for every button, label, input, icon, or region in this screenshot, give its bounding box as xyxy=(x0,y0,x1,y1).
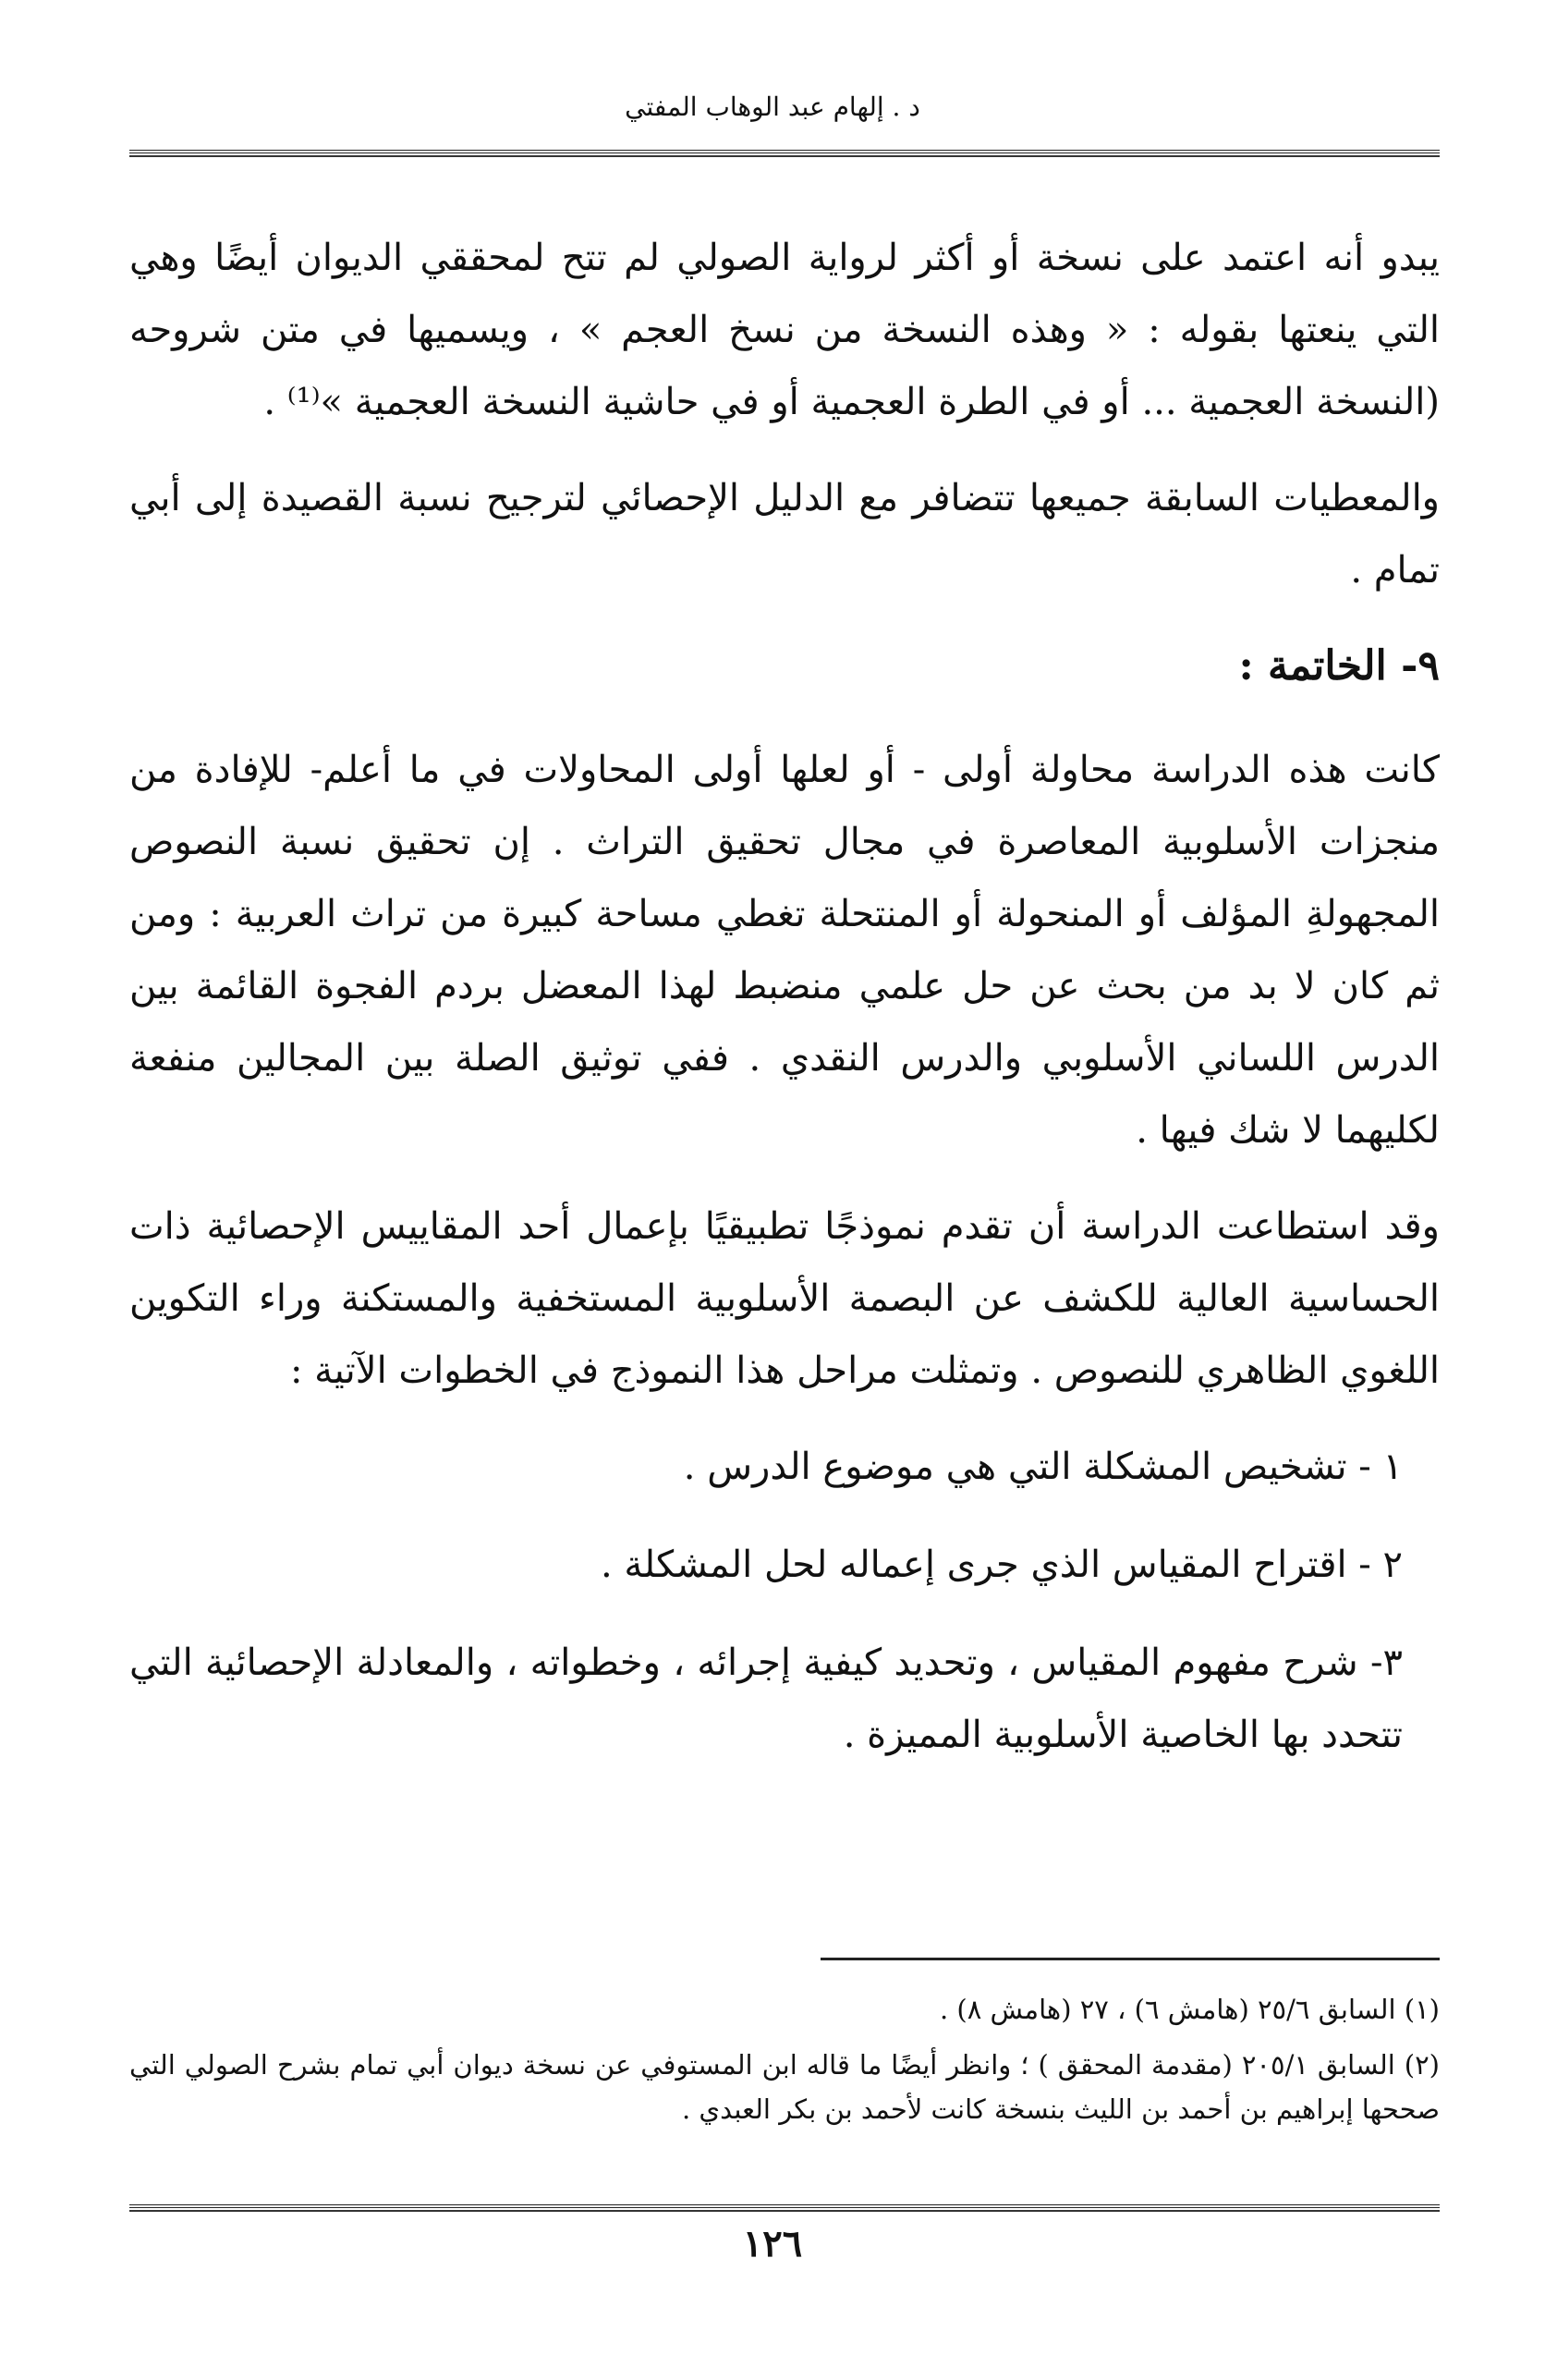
page-number: ١٢٦ xyxy=(742,2222,803,2265)
footer-rule xyxy=(129,2204,1440,2212)
steps-list xyxy=(129,1431,1440,1771)
footnote-separator xyxy=(821,1958,1440,1960)
header-rule xyxy=(129,150,1440,157)
footnote-2: (٢) السابق ٢٠٥/١ (مقدمة المحقق ) ؛ وانظر أيضًا ما قاله ابن المستوفي عن نسخة ديوان أبي تمام بشرح الصولي التي صححها إبراهيم بن أحمد بن الليث بنسخة كانت لأحمد بن بكر العبدي . xyxy=(129,2049,1440,2125)
step-item: ٣- شرح مفهوم المقياس ، وتحديد كيفية إجرائه ، وخطواته ، والمعادلة الإحصائية التي تتحدد بها الخاصية الأسلوبية المميزة . xyxy=(129,1642,1403,1756)
footnotes xyxy=(129,1987,1440,2142)
step-item: ١ - تشخيص المشكلة التي هي موضوع الدرس . xyxy=(683,1446,1403,1488)
footnote-1: (١) السابق ٢٥/٦ (هامش ٦) ، ٢٧ (هامش ٨) . xyxy=(940,1994,1440,2025)
main-text xyxy=(129,222,1440,1797)
paragraph-manuscript-note: يبدو أنه اعتمد على نسخة أو أكثر لرواية الصولي لم تتح لمحققي الديوان أيضًا وهي التي ينعتها بقوله : « وهذه النسخة من نسخ العجم » ، ويسميها في متن شروحه (النسخة العجمية ... أو في الطرة العجمية أو في حاشية النسخة العجمية »⁽¹⁾ . xyxy=(129,237,1440,423)
step-item: ٢ - اقتراح المقياس الذي جرى إعماله لحل المشكلة . xyxy=(600,1544,1403,1586)
paragraph-attribution: والمعطيات السابقة جميعها تتضافر مع الدليل الإحصائي لترجيح نسبة القصيدة إلى أبي تمام . xyxy=(129,477,1440,592)
running-head: د . إلهام عبد الوهاب المفتي xyxy=(625,92,920,122)
paragraph-conclusion-1: كانت هذه الدراسة محاولة أولى - أو لعلها أولى المحاولات في ما أعلم- للإفادة من منجزات الأسلوبية المعاصرة في مجال تحقيق التراث . إن تحقيق نسبة النصوص المجهولةِ المؤلف أو المنحولة أو المنتحلة تغطي مساحة كبيرة من تراث العربية : ومن ثم كان لا بد من بحث عن حل علمي منضبط لهذا المعضل بردم الفجوة القائمة بين الدرس اللساني الأسلوبي والدرس النقدي . ففي توثيق الصلة بين المجالين منفعة لكليهما لا شك فيها . xyxy=(129,749,1440,1152)
paragraph-conclusion-2: وقد استطاعت الدراسة أن تقدم نموذجًا تطبيقيًا بإعمال أحد المقاييس الإحصائية ذات الحساسية العالية للكشف عن البصمة الأسلوبية المستخفية والمستكنة وراء التكوين اللغوي الظاهري للنصوص . وتمثلت مراحل هذا النموذج في الخطوات الآتية : xyxy=(129,1205,1440,1392)
section-heading-conclusion: ٩- الخاتمة : xyxy=(1238,642,1440,690)
